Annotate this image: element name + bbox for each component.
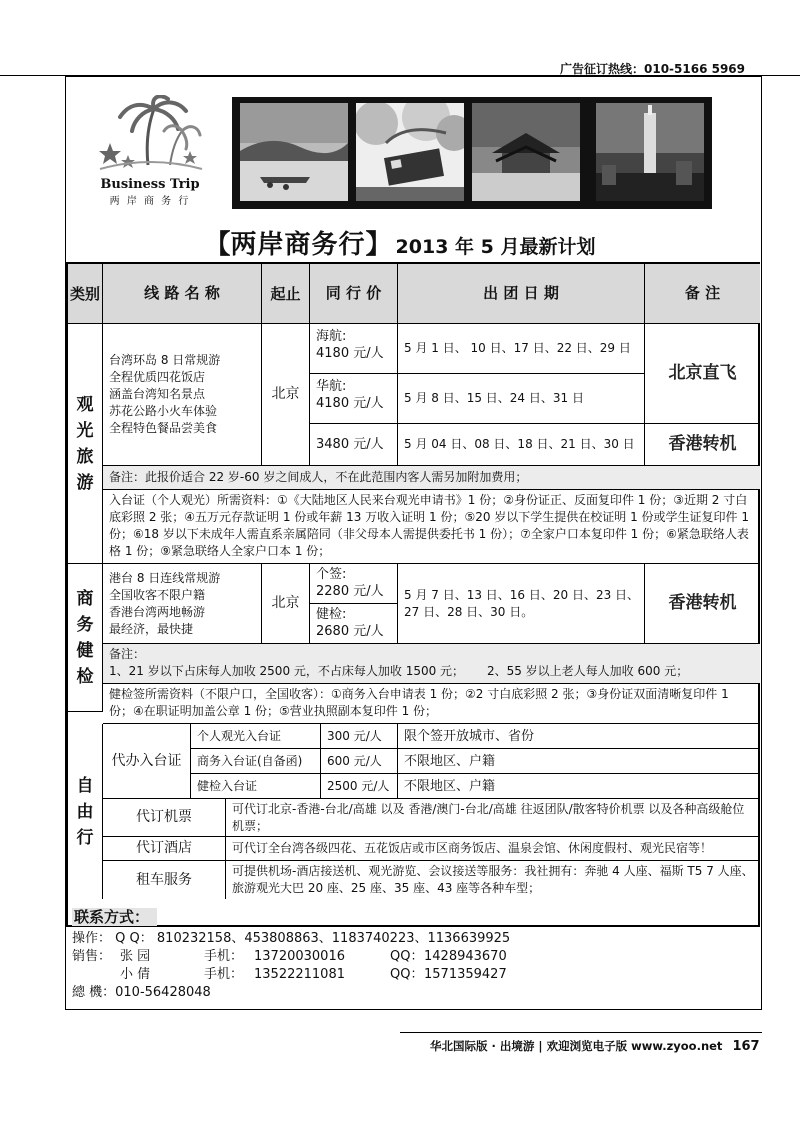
- contact-qq-row: 操作： Q Q： 810232158、453808863、1183740223、1136639925: [72, 931, 511, 946]
- logo-subtitle: 两 岸 商 务 行: [109, 196, 191, 207]
- permit-scope-1: 限个签开放城市、省份: [398, 724, 760, 749]
- sightseeing-dates-2: 5 月 8 日、15 日、24 日、31 日: [398, 374, 645, 424]
- category-free: 自由行: [68, 724, 103, 899]
- contact-hq: 總 機：010-56428048: [72, 985, 211, 1000]
- service-hotel: 代订酒店: [103, 837, 226, 861]
- permit-service: 代办入台证: [103, 724, 191, 799]
- sightseeing-price-2: 华航: 4180 元/人: [310, 374, 398, 424]
- palm-star-logo-icon: [90, 95, 210, 175]
- remark-hk-transfer-2: 香港转机: [645, 564, 760, 644]
- page-number: 167: [732, 1039, 760, 1054]
- lake-photo: [240, 103, 348, 201]
- logo: [90, 95, 210, 205]
- temple-photo: [472, 103, 580, 201]
- permit-name-2: 商务入台证(自备函): [191, 749, 321, 774]
- permit-price-3: 2500 元/人: [321, 774, 398, 799]
- remark-hk-transfer-1: 香港转机: [645, 424, 760, 466]
- service-flight-desc: 可代订北京-香港-台北/高雄 以及 香港/澳门-台北/高雄 往返团队/散客特价机票 以及各种高级舱位机票；: [226, 799, 760, 837]
- category-sightseeing: 观光旅游: [68, 324, 103, 564]
- sightseeing-price-1: 海航: 4180 元/人: [310, 324, 398, 374]
- permit-name-3: 健检入台证: [191, 774, 321, 799]
- ad-hotline: 广告征订热线：010-5166 5969: [560, 62, 746, 76]
- train-photo: [356, 103, 464, 201]
- sightseeing-price-3: 3480 元/人: [310, 424, 398, 466]
- permit-scope-2: 不限地区、户籍: [398, 749, 760, 774]
- business-note: 备注： 1、21 岁以下占床每人加收 2500 元，不占床每人加收 1500 元； 2、55 岁以上老人每人加收 600 元；: [103, 644, 760, 684]
- remark-beijing-direct: 北京直飞: [645, 324, 760, 424]
- header-price: 同 行 价: [310, 264, 398, 324]
- sightseeing-route: 台湾环岛 8 日常规游 全程优质四花饭店 涵盖台湾知名景点 苏花公路小火车体验 全程特色餐品尝美食: [103, 324, 262, 466]
- category-business: 商务健检: [68, 564, 103, 712]
- service-car: 租车服务: [103, 861, 226, 899]
- contact-sales-1: 销售： 张 园 手机： 13720030016 QQ： 1428943670: [72, 949, 507, 964]
- service-hotel-desc: 可代订全台湾各级四花、五花饭店或市区商务饭店、温泉会馆、休闲度假村、观光民宿等！: [226, 837, 760, 861]
- business-dates: 5 月 7 日、13 日、16 日、20 日、23 日、27 日、28 日、30 日。: [398, 564, 645, 644]
- permit-scope-3: 不限地区、户籍: [398, 774, 760, 799]
- sightseeing-note: 备注：此报价适合 22 岁-60 岁之间成人，不在此范围内客人需另加附加费用；: [103, 466, 760, 490]
- header-remarks: 备 注: [645, 264, 760, 324]
- sightseeing-docs: 入台证（个人观光）所需资料：①《大陆地区人民来台观光申请书》1 份；②身份证正、反面复印件 1 份；③近期 2 寸白底彩照 2 张；④五万元存款证明 1 份或年薪 13 万收入证明 1 份；⑤20 岁以下学生提供在校证明 1 份或学生证复印件 1 份；⑥18 岁以下未成年人需直系亲属陪同（非父母本人需提供委托书 1 份）；⑦全家户口本复印件 1 份；⑥紧急联络人表格 1 份；⑨紧急联络人全家户口本 1 份；: [103, 490, 760, 564]
- contact-sales-2: 小 倩 手机： 13522211081 QQ： 1571359427: [120, 967, 507, 982]
- footer: 华北国际版 · 出境游 | 欢迎浏览电子版 www.zyoo.net 167: [430, 1039, 760, 1054]
- header-start: 起止: [262, 264, 310, 324]
- page-title: 【两岸商务行】 2013 年 5 月最新计划: [204, 230, 596, 260]
- logo-name: Business Trip: [100, 177, 200, 192]
- service-car-desc: 可提供机场-酒店接送机、观光游览、会议接送等服务：我社拥有：奔驰 4 人座、福斯 T5 7 人座、旅游观光大巴 20 座、25 座、35 座、43 座等各种车型；: [232, 864, 754, 895]
- sightseeing-origin: 北京: [262, 324, 310, 466]
- business-docs: 健检签所需资料（不限户口，全国收客）：①商务入台申请表 1 份；②2 寸白底彩照 2 张；③身份证双面清晰复印件 1 份；④在职证明加盖公章 1 份；⑤营业执照副本复印件 1 份；: [103, 684, 760, 724]
- header-category: 类别: [68, 264, 103, 324]
- business-price-2: 健检: 2680 元/人: [310, 604, 398, 644]
- photo-banner: [232, 97, 712, 209]
- contact-title: 联系方式：: [72, 908, 157, 926]
- sightseeing-dates-1: 5 月 1 日、 10 日、17 日、22 日、29 日: [398, 324, 645, 374]
- header-route: 线 路 名 称: [103, 264, 262, 324]
- footer-rule: [400, 1032, 762, 1033]
- taipei101-photo: [596, 103, 704, 201]
- contact-block: [72, 908, 762, 1002]
- header-dates: 出 团 日 期: [398, 264, 645, 324]
- service-flight: 代订机票: [103, 799, 226, 837]
- route-table: [66, 262, 760, 927]
- sightseeing-dates-3: 5 月 04 日、08 日、18 日、21 日、30 日: [398, 424, 645, 466]
- business-route: 港台 8 日连线常规游 全国收客不限户籍 香港台湾两地畅游 最经济，最快捷: [103, 564, 262, 644]
- business-price-1: 个签: 2280 元/人: [310, 564, 398, 604]
- permit-price-1: 300 元/人: [321, 724, 398, 749]
- permit-name-1: 个人观光入台证: [191, 724, 321, 749]
- permit-price-2: 600 元/人: [321, 749, 398, 774]
- business-origin: 北京: [262, 564, 310, 644]
